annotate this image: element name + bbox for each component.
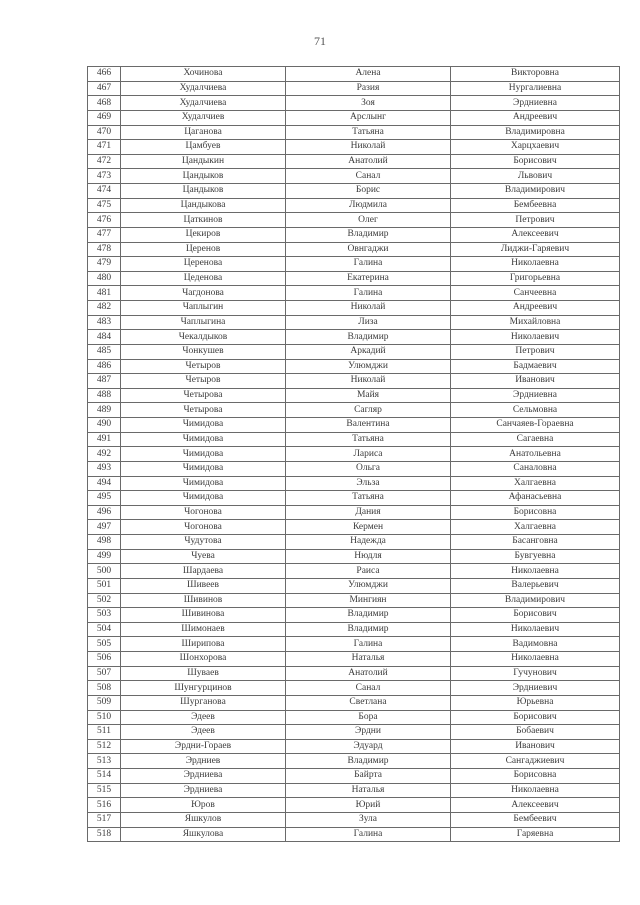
first-name-cell: Владимир bbox=[286, 622, 451, 637]
row-number: 469 bbox=[88, 110, 121, 125]
patronymic-cell: Валерьевич bbox=[451, 578, 620, 593]
row-number: 487 bbox=[88, 374, 121, 389]
row-number: 512 bbox=[88, 739, 121, 754]
row-number: 470 bbox=[88, 125, 121, 140]
row-number: 492 bbox=[88, 447, 121, 462]
surname-cell: Эрдниева bbox=[121, 783, 286, 798]
patronymic-cell: Николаевич bbox=[451, 330, 620, 345]
row-number: 474 bbox=[88, 184, 121, 199]
surname-cell: Чаплыгин bbox=[121, 301, 286, 316]
first-name-cell: Разия bbox=[286, 81, 451, 96]
row-number: 502 bbox=[88, 593, 121, 608]
row-number: 494 bbox=[88, 476, 121, 491]
table-row bbox=[88, 681, 620, 696]
table-row bbox=[88, 271, 620, 286]
surname-cell: Шунгурцинов bbox=[121, 681, 286, 696]
surname-cell: Чимидова bbox=[121, 461, 286, 476]
row-number: 514 bbox=[88, 769, 121, 784]
first-name-cell: Людмила bbox=[286, 198, 451, 213]
patronymic-cell: Анатольевна bbox=[451, 447, 620, 462]
first-name-cell: Николай bbox=[286, 140, 451, 155]
table-row bbox=[88, 432, 620, 447]
table-row bbox=[88, 257, 620, 272]
patronymic-cell: Гучунович bbox=[451, 666, 620, 681]
patronymic-cell: Петрович bbox=[451, 344, 620, 359]
patronymic-cell: Борисовна bbox=[451, 769, 620, 784]
patronymic-cell: Николаевна bbox=[451, 652, 620, 667]
surname-cell: Эдеев bbox=[121, 710, 286, 725]
table-row bbox=[88, 110, 620, 125]
row-number: 480 bbox=[88, 271, 121, 286]
patronymic-cell: Санчеевна bbox=[451, 286, 620, 301]
table-row bbox=[88, 418, 620, 433]
row-number: 491 bbox=[88, 432, 121, 447]
surname-cell: Чудутова bbox=[121, 535, 286, 550]
first-name-cell: Нюдля bbox=[286, 549, 451, 564]
table-row bbox=[88, 652, 620, 667]
patronymic-cell: Львович bbox=[451, 169, 620, 184]
first-name-cell: Владимир bbox=[286, 608, 451, 623]
patronymic-cell: Владимировна bbox=[451, 125, 620, 140]
surname-cell: Шардаева bbox=[121, 564, 286, 579]
patronymic-cell: Сагаевна bbox=[451, 432, 620, 447]
first-name-cell: Аркадий bbox=[286, 344, 451, 359]
surname-cell: Шивеев bbox=[121, 578, 286, 593]
first-name-cell: Санал bbox=[286, 169, 451, 184]
table-row bbox=[88, 447, 620, 462]
patronymic-cell: Бембеевич bbox=[451, 812, 620, 827]
row-number: 473 bbox=[88, 169, 121, 184]
first-name-cell: Овнгаджи bbox=[286, 242, 451, 257]
first-name-cell: Галина bbox=[286, 827, 451, 842]
first-name-cell: Дания bbox=[286, 505, 451, 520]
table-row bbox=[88, 242, 620, 257]
patronymic-cell: Андреевич bbox=[451, 301, 620, 316]
first-name-cell: Борис bbox=[286, 184, 451, 199]
first-name-cell: Татьяна bbox=[286, 432, 451, 447]
first-name-cell: Николай bbox=[286, 374, 451, 389]
first-name-cell: Санал bbox=[286, 681, 451, 696]
patronymic-cell: Лиджи-Гаряевич bbox=[451, 242, 620, 257]
table-row bbox=[88, 520, 620, 535]
patronymic-cell: Борисович bbox=[451, 608, 620, 623]
first-name-cell: Эрдни bbox=[286, 725, 451, 740]
table-row bbox=[88, 564, 620, 579]
first-name-cell: Галина bbox=[286, 286, 451, 301]
patronymic-cell: Афанасьевна bbox=[451, 491, 620, 506]
first-name-cell: Валентина bbox=[286, 418, 451, 433]
surname-cell: Хочинова bbox=[121, 67, 286, 82]
surname-cell: Чаплыгина bbox=[121, 315, 286, 330]
row-number: 475 bbox=[88, 198, 121, 213]
row-number: 468 bbox=[88, 96, 121, 111]
table-row bbox=[88, 593, 620, 608]
patronymic-cell: Николаевна bbox=[451, 257, 620, 272]
row-number: 467 bbox=[88, 81, 121, 96]
table-row bbox=[88, 184, 620, 199]
surname-cell: Церенова bbox=[121, 257, 286, 272]
row-number: 471 bbox=[88, 140, 121, 155]
surname-cell: Худалчиев bbox=[121, 110, 286, 125]
surname-cell: Чимидова bbox=[121, 476, 286, 491]
row-number: 505 bbox=[88, 637, 121, 652]
patronymic-cell: Сангаджиевич bbox=[451, 754, 620, 769]
row-number: 507 bbox=[88, 666, 121, 681]
patronymic-cell: Викторовна bbox=[451, 67, 620, 82]
patronymic-cell: Басанговна bbox=[451, 535, 620, 550]
patronymic-cell: Алексеевич bbox=[451, 227, 620, 242]
surname-cell: Шургановa bbox=[121, 695, 286, 710]
row-number: 499 bbox=[88, 549, 121, 564]
patronymic-cell: Саналовна bbox=[451, 461, 620, 476]
table-row bbox=[88, 374, 620, 389]
row-number: 495 bbox=[88, 491, 121, 506]
row-number: 481 bbox=[88, 286, 121, 301]
row-number: 515 bbox=[88, 783, 121, 798]
patronymic-cell: Юрьевна bbox=[451, 695, 620, 710]
row-number: 513 bbox=[88, 754, 121, 769]
row-number: 509 bbox=[88, 695, 121, 710]
row-number: 497 bbox=[88, 520, 121, 535]
patronymic-cell: Иванович bbox=[451, 739, 620, 754]
surname-cell: Цаганова bbox=[121, 125, 286, 140]
surname-cell: Чимидова bbox=[121, 491, 286, 506]
patronymic-cell: Николаевич bbox=[451, 622, 620, 637]
patronymic-cell: Эрдниевич bbox=[451, 681, 620, 696]
first-name-cell: Галина bbox=[286, 637, 451, 652]
row-number: 486 bbox=[88, 359, 121, 374]
first-name-cell: Галина bbox=[286, 257, 451, 272]
patronymic-cell: Николаевна bbox=[451, 564, 620, 579]
table-row bbox=[88, 359, 620, 374]
first-name-cell: Ольга bbox=[286, 461, 451, 476]
row-number: 485 bbox=[88, 344, 121, 359]
row-number: 506 bbox=[88, 652, 121, 667]
surname-cell: Чогонова bbox=[121, 520, 286, 535]
row-number: 479 bbox=[88, 257, 121, 272]
surname-cell: Эрдниева bbox=[121, 769, 286, 784]
surname-cell: Цаткинов bbox=[121, 213, 286, 228]
patronymic-cell: Нургалиевна bbox=[451, 81, 620, 96]
row-number: 488 bbox=[88, 388, 121, 403]
table-row bbox=[88, 315, 620, 330]
table-row bbox=[88, 608, 620, 623]
table-row bbox=[88, 535, 620, 550]
patronymic-cell: Борисович bbox=[451, 154, 620, 169]
row-number: 472 bbox=[88, 154, 121, 169]
surname-cell: Цандыкова bbox=[121, 198, 286, 213]
patronymic-cell: Халгаевна bbox=[451, 520, 620, 535]
patronymic-cell: Борисовна bbox=[451, 505, 620, 520]
table-row bbox=[88, 666, 620, 681]
surname-cell: Церенов bbox=[121, 242, 286, 257]
first-name-cell: Байрта bbox=[286, 769, 451, 784]
row-number: 482 bbox=[88, 301, 121, 316]
surname-cell: Чимидова bbox=[121, 447, 286, 462]
table-row bbox=[88, 637, 620, 652]
surname-cell: Эрдни-Гораев bbox=[121, 739, 286, 754]
table-row bbox=[88, 622, 620, 637]
first-name-cell: Владимир bbox=[286, 754, 451, 769]
patronymic-cell: Вадимовна bbox=[451, 637, 620, 652]
first-name-cell: Светлана bbox=[286, 695, 451, 710]
surname-cell: Чуева bbox=[121, 549, 286, 564]
table-row bbox=[88, 125, 620, 140]
surname-cell: Шивинова bbox=[121, 608, 286, 623]
surname-cell: Цеденова bbox=[121, 271, 286, 286]
row-number: 484 bbox=[88, 330, 121, 345]
first-name-cell: Юрий bbox=[286, 798, 451, 813]
row-number: 518 bbox=[88, 827, 121, 842]
surname-cell: Шимонаев bbox=[121, 622, 286, 637]
surname-cell: Четыров bbox=[121, 359, 286, 374]
first-name-cell: Анатолий bbox=[286, 154, 451, 169]
patronymic-cell: Гаряевна bbox=[451, 827, 620, 842]
row-number: 477 bbox=[88, 227, 121, 242]
first-name-cell: Николай bbox=[286, 301, 451, 316]
patronymic-cell: Иванович bbox=[451, 374, 620, 389]
surname-cell: Цандыков bbox=[121, 184, 286, 199]
table-row bbox=[88, 798, 620, 813]
surname-cell: Чекалдыков bbox=[121, 330, 286, 345]
surname-cell: Чимидова bbox=[121, 418, 286, 433]
row-number: 508 bbox=[88, 681, 121, 696]
first-name-cell: Эдуард bbox=[286, 739, 451, 754]
first-name-cell: Сагляр bbox=[286, 403, 451, 418]
table-row bbox=[88, 725, 620, 740]
patronymic-cell: Бадмаевич bbox=[451, 359, 620, 374]
first-name-cell: Владимир bbox=[286, 330, 451, 345]
patronymic-cell: Николаевна bbox=[451, 783, 620, 798]
first-name-cell: Улюмджи bbox=[286, 359, 451, 374]
table-row bbox=[88, 96, 620, 111]
table-row bbox=[88, 198, 620, 213]
table-row bbox=[88, 549, 620, 564]
row-number: 503 bbox=[88, 608, 121, 623]
table-row bbox=[88, 783, 620, 798]
first-name-cell: Наталья bbox=[286, 652, 451, 667]
table-row bbox=[88, 227, 620, 242]
table-row bbox=[88, 476, 620, 491]
row-number: 510 bbox=[88, 710, 121, 725]
surname-cell: Яшкулова bbox=[121, 827, 286, 842]
row-number: 490 bbox=[88, 418, 121, 433]
row-number: 476 bbox=[88, 213, 121, 228]
first-name-cell: Екатерина bbox=[286, 271, 451, 286]
table-row bbox=[88, 81, 620, 96]
patronymic-cell: Сельмовна bbox=[451, 403, 620, 418]
patronymic-cell: Владимирович bbox=[451, 593, 620, 608]
first-name-cell: Олег bbox=[286, 213, 451, 228]
table-row bbox=[88, 754, 620, 769]
table-row bbox=[88, 169, 620, 184]
first-name-cell: Мингиян bbox=[286, 593, 451, 608]
patronymic-cell: Григорьевна bbox=[451, 271, 620, 286]
first-name-cell: Кермен bbox=[286, 520, 451, 535]
first-name-cell: Зоя bbox=[286, 96, 451, 111]
page-number: 71 bbox=[314, 34, 326, 48]
patronymic-cell: Эрдниевна bbox=[451, 96, 620, 111]
row-number: 496 bbox=[88, 505, 121, 520]
surname-cell: Цандыков bbox=[121, 169, 286, 184]
surname-cell: Четырова bbox=[121, 403, 286, 418]
first-name-cell: Алена bbox=[286, 67, 451, 82]
patronymic-cell: Харцхаевич bbox=[451, 140, 620, 155]
patronymic-cell: Халгаевна bbox=[451, 476, 620, 491]
surname-cell: Четыров bbox=[121, 374, 286, 389]
row-number: 504 bbox=[88, 622, 121, 637]
surname-cell: Цандыкин bbox=[121, 154, 286, 169]
first-name-cell: Улюмджи bbox=[286, 578, 451, 593]
surname-cell: Эдеев bbox=[121, 725, 286, 740]
patronymic-cell: Эрдниевна bbox=[451, 388, 620, 403]
patronymic-cell: Петрович bbox=[451, 213, 620, 228]
row-number: 489 bbox=[88, 403, 121, 418]
first-name-cell: Лиза bbox=[286, 315, 451, 330]
surname-cell: Шивинов bbox=[121, 593, 286, 608]
row-number: 517 bbox=[88, 812, 121, 827]
surname-cell: Чимидова bbox=[121, 432, 286, 447]
row-number: 498 bbox=[88, 535, 121, 550]
table-row bbox=[88, 769, 620, 784]
table-row bbox=[88, 140, 620, 155]
table-row bbox=[88, 461, 620, 476]
table-row bbox=[88, 739, 620, 754]
first-name-cell: Эльза bbox=[286, 476, 451, 491]
first-name-cell: Лариса bbox=[286, 447, 451, 462]
table-row bbox=[88, 578, 620, 593]
first-name-cell: Владимир bbox=[286, 227, 451, 242]
row-number: 493 bbox=[88, 461, 121, 476]
patronymic-cell: Бобаевич bbox=[451, 725, 620, 740]
row-number: 500 bbox=[88, 564, 121, 579]
patronymic-cell: Михайловна bbox=[451, 315, 620, 330]
first-name-cell: Наталья bbox=[286, 783, 451, 798]
table-row bbox=[88, 695, 620, 710]
first-name-cell: Надежда bbox=[286, 535, 451, 550]
table-row bbox=[88, 403, 620, 418]
patronymic-cell: Бувгуевна bbox=[451, 549, 620, 564]
surname-cell: Яшкулов bbox=[121, 812, 286, 827]
surname-cell: Чонкушев bbox=[121, 344, 286, 359]
patronymic-cell: Владимирович bbox=[451, 184, 620, 199]
row-number: 516 bbox=[88, 798, 121, 813]
surname-cell: Цамбуев bbox=[121, 140, 286, 155]
first-name-cell: Арслынг bbox=[286, 110, 451, 125]
name-list-table bbox=[87, 66, 620, 842]
surname-cell: Чогонова bbox=[121, 505, 286, 520]
table-row bbox=[88, 827, 620, 842]
surname-cell: Худалчиева bbox=[121, 81, 286, 96]
row-number: 478 bbox=[88, 242, 121, 257]
surname-cell: Ширипова bbox=[121, 637, 286, 652]
patronymic-cell: Санчаяев-Гораевна bbox=[451, 418, 620, 433]
first-name-cell: Татьяна bbox=[286, 125, 451, 140]
table-row bbox=[88, 154, 620, 169]
surname-cell: Эрдниев bbox=[121, 754, 286, 769]
table-row bbox=[88, 286, 620, 301]
table-row bbox=[88, 505, 620, 520]
name-list-body bbox=[88, 67, 620, 842]
first-name-cell: Татьяна bbox=[286, 491, 451, 506]
patronymic-cell: Андреевич bbox=[451, 110, 620, 125]
table-row bbox=[88, 710, 620, 725]
table-row bbox=[88, 67, 620, 82]
table-row bbox=[88, 388, 620, 403]
first-name-cell: Бора bbox=[286, 710, 451, 725]
surname-cell: Чагдонова bbox=[121, 286, 286, 301]
first-name-cell: Майя bbox=[286, 388, 451, 403]
row-number: 466 bbox=[88, 67, 121, 82]
row-number: 501 bbox=[88, 578, 121, 593]
patronymic-cell: Бембеевна bbox=[451, 198, 620, 213]
surname-cell: Шонхорова bbox=[121, 652, 286, 667]
surname-cell: Шуваев bbox=[121, 666, 286, 681]
first-name-cell: Анатолий bbox=[286, 666, 451, 681]
table-row bbox=[88, 213, 620, 228]
patronymic-cell: Алексеевич bbox=[451, 798, 620, 813]
row-number: 511 bbox=[88, 725, 121, 740]
table-row bbox=[88, 330, 620, 345]
table-row bbox=[88, 344, 620, 359]
row-number: 483 bbox=[88, 315, 121, 330]
surname-cell: Четырова bbox=[121, 388, 286, 403]
surname-cell: Юров bbox=[121, 798, 286, 813]
surname-cell: Худалчиева bbox=[121, 96, 286, 111]
table-row bbox=[88, 812, 620, 827]
first-name-cell: Зула bbox=[286, 812, 451, 827]
surname-cell: Цекиров bbox=[121, 227, 286, 242]
table-row bbox=[88, 301, 620, 316]
first-name-cell: Раиса bbox=[286, 564, 451, 579]
table-row bbox=[88, 491, 620, 506]
patronymic-cell: Борисович bbox=[451, 710, 620, 725]
